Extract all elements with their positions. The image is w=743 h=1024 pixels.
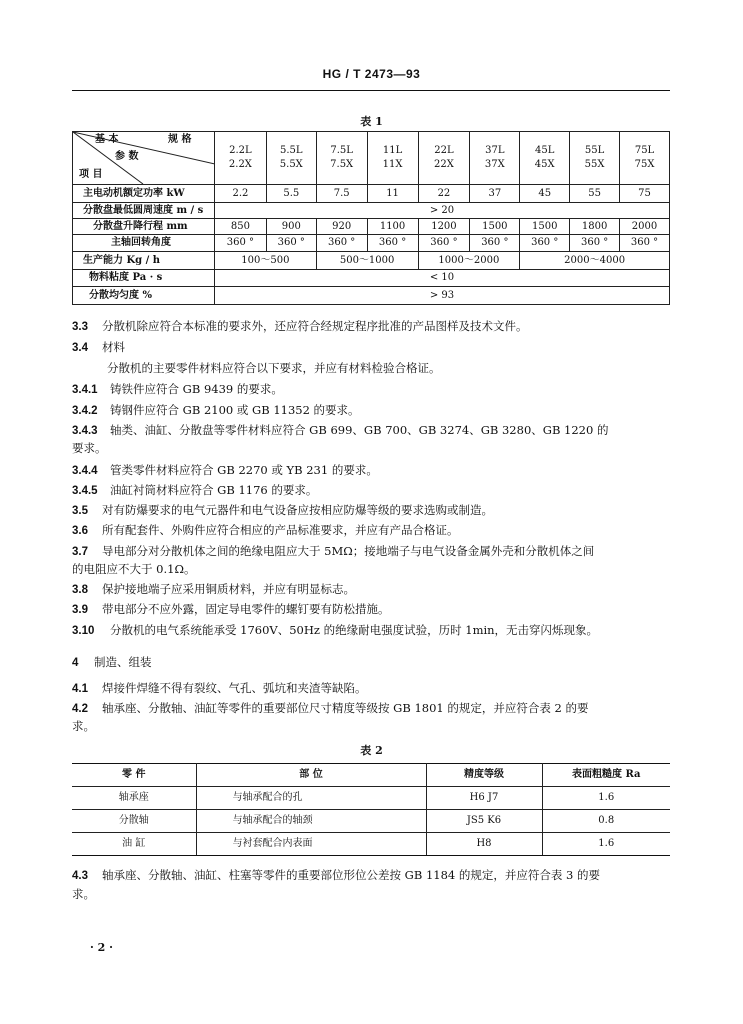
cell: 7.5: [316, 185, 367, 203]
section-3-5: 3.5 对有防爆要求的电气元器件和电气设备应按相应防爆等级的要求选购或制造。: [72, 503, 493, 517]
cell: 360 °: [520, 235, 570, 252]
cell: 900: [266, 219, 316, 235]
cell: 1200: [418, 219, 470, 235]
cell: 360 °: [367, 235, 418, 252]
cell: 轴承座: [72, 787, 196, 810]
section-3-6: 3.6 所有配套件、外购件应符合相应的产品标准要求，并应有产品合格证。: [72, 523, 459, 537]
section-3-4: 3.4 材料: [72, 340, 125, 354]
table2: [72, 763, 670, 856]
cell: 1000～2000: [418, 252, 520, 270]
row-label: 物料粘度 Pa · s: [73, 270, 215, 287]
table2-row: [72, 833, 670, 856]
cell: 1.6: [542, 833, 670, 856]
model-cell: 2.2L 2.2X: [214, 132, 266, 185]
section-4-3-cont: 求。: [72, 887, 95, 901]
model-cell: 37L 37X: [470, 132, 520, 185]
section-4: 4 制造、组装: [72, 655, 152, 669]
section-4-3: 4.3 轴承座、分散轴、油缸、柱塞等零件的重要部位形位公差按 GB 1184 的规定，并应符合表 3 的要: [72, 868, 600, 882]
cell: 1100: [367, 219, 418, 235]
cell: 360 °: [418, 235, 470, 252]
cell: 360 °: [214, 235, 266, 252]
table2-row: [72, 810, 670, 833]
cell: 5.5: [266, 185, 316, 203]
header-cell: 表面粗糙度 Ra: [542, 764, 670, 787]
header-cell: 部 位: [196, 764, 426, 787]
cell: 360 °: [620, 235, 670, 252]
section-3-4-2: 3.4.2 铸钢件应符合 GB 2100 或 GB 11352 的要求。: [72, 403, 360, 417]
section-3-4-5: 3.4.5 油缸衬筒材料应符合 GB 1176 的要求。: [72, 483, 318, 497]
corner-item: 项 目: [79, 169, 103, 180]
table2-row: [72, 787, 670, 810]
table1-header-row: [73, 132, 670, 185]
header-cell: 精度等级: [426, 764, 542, 787]
section-3-4-3: 3.4.3 轴类、油缸、分散盘等零件材料应符合 GB 699、GB 700、GB 3274、GB 3280、GB 1220 的: [72, 423, 609, 437]
table1-row-motor: [73, 185, 670, 203]
section-3-4-intro: 分散机的主要零件材料应符合以下要求，并应有材料检验合格证。: [107, 361, 441, 375]
cell: 22: [418, 185, 470, 203]
section-4-2: 4.2 轴承座、分散轴、油缸等零件的重要部位尺寸精度等级按 GB 1801 的规定，并应符合表 2 的要: [72, 701, 589, 715]
cell: 分散轴: [72, 810, 196, 833]
cell: 2000～4000: [520, 252, 670, 270]
section-3-8: 3.8 保护接地端子应采用铜质材料，并应有明显标志。: [72, 582, 355, 596]
model-cell: 75L 75X: [620, 132, 670, 185]
row-label: 主电动机额定功率 kW: [73, 185, 215, 203]
cell: 45: [520, 185, 570, 203]
cell: 2000: [620, 219, 670, 235]
cell: JS5 K6: [426, 810, 542, 833]
cell: 与轴承配合的轴颈: [196, 810, 426, 833]
table1: [72, 131, 670, 305]
model-cell: 45L 45X: [520, 132, 570, 185]
page-header: HG / T 2473—93: [322, 67, 421, 81]
cell: > 93: [214, 287, 669, 305]
section-4-2-cont: 求。: [72, 719, 95, 733]
model-cell: 11L 11X: [367, 132, 418, 185]
table1-row-capacity: [73, 252, 670, 270]
corner-param: 参 数: [115, 151, 139, 162]
section-3-10: 3.10 分散机的电气系统能承受 1760V、50Hz 的绝缘耐电强度试验，历时 1min，无击穿闪烁现象。: [72, 623, 599, 637]
cell: 920: [316, 219, 367, 235]
section-3-9: 3.9 带电部分不应外露，固定导电零件的螺钉要有防松措施。: [72, 602, 390, 616]
cell: 1500: [470, 219, 520, 235]
corner-spec: 规 格: [168, 134, 192, 145]
cell: H6 J7: [426, 787, 542, 810]
table1-row-uniformity: [73, 287, 670, 305]
cell: 1500: [520, 219, 570, 235]
cell: 500～1000: [316, 252, 418, 270]
row-label: 主轴回转角度: [73, 235, 215, 252]
section-3-4-3-cont: 要求。: [72, 441, 107, 455]
cell: 油 缸: [72, 833, 196, 856]
table1-row-speed: [73, 203, 670, 219]
cell: 2.2: [214, 185, 266, 203]
cell: > 20: [214, 203, 669, 219]
cell: 55: [570, 185, 620, 203]
section-3-4-1: 3.4.1 铸铁件应符合 GB 9439 的要求。: [72, 382, 283, 396]
header-rule: [72, 90, 670, 91]
section-3-3: 3.3 分散机除应符合本标准的要求外，还应符合经规定程序批准的产品图样及技术文件。: [72, 319, 528, 333]
header-cell: 零 件: [72, 764, 196, 787]
page-number: · 2 ·: [90, 941, 113, 954]
model-cell: 55L 55X: [570, 132, 620, 185]
cell: 1.6: [542, 787, 670, 810]
table2-header-row: [72, 764, 670, 787]
cell: < 10: [214, 270, 669, 287]
cell: 与轴承配合的孔: [196, 787, 426, 810]
cell: 100～500: [214, 252, 316, 270]
cell: 850: [214, 219, 266, 235]
row-label: 分散均匀度 %: [73, 287, 215, 305]
table1-row-stroke: [73, 219, 670, 235]
table1-row-rotation: [73, 235, 670, 252]
section-3-7: 3.7 导电部分对分散机体之间的绝缘电阻应大于 5MΩ；接地端子与电气设备金属外壳和分散机体之间: [72, 544, 595, 558]
table2-title: 表 2: [360, 744, 383, 757]
cell: 75: [620, 185, 670, 203]
section-4-1: 4.1 焊接件焊缝不得有裂纹、气孔、弧坑和夹渣等缺陷。: [72, 681, 367, 695]
row-label: 分散盘升降行程 mm: [73, 219, 215, 235]
cell: 11: [367, 185, 418, 203]
cell: 360 °: [316, 235, 367, 252]
section-3-4-4: 3.4.4 管类零件材料应符合 GB 2270 或 YB 231 的要求。: [72, 463, 378, 477]
model-cell: 7.5L 7.5X: [316, 132, 367, 185]
cell: 与衬套配合内表面: [196, 833, 426, 856]
table1-row-viscosity: [73, 270, 670, 287]
table1-corner-cell: [73, 132, 215, 185]
cell: 360 °: [266, 235, 316, 252]
row-label: 分散盘最低圆周速度 m / s: [73, 203, 215, 219]
cell: 360 °: [570, 235, 620, 252]
section-3-7-cont: 的电阻应不大于 0.1Ω。: [72, 562, 196, 576]
table1-title: 表 1: [360, 115, 383, 128]
corner-base: 基 本: [95, 134, 119, 145]
row-label: 生产能力 Kg / h: [73, 252, 215, 270]
model-cell: 22L 22X: [418, 132, 470, 185]
model-cell: 5.5L 5.5X: [266, 132, 316, 185]
cell: H8: [426, 833, 542, 856]
cell: 37: [470, 185, 520, 203]
cell: 360 °: [470, 235, 520, 252]
cell: 0.8: [542, 810, 670, 833]
cell: 1800: [570, 219, 620, 235]
